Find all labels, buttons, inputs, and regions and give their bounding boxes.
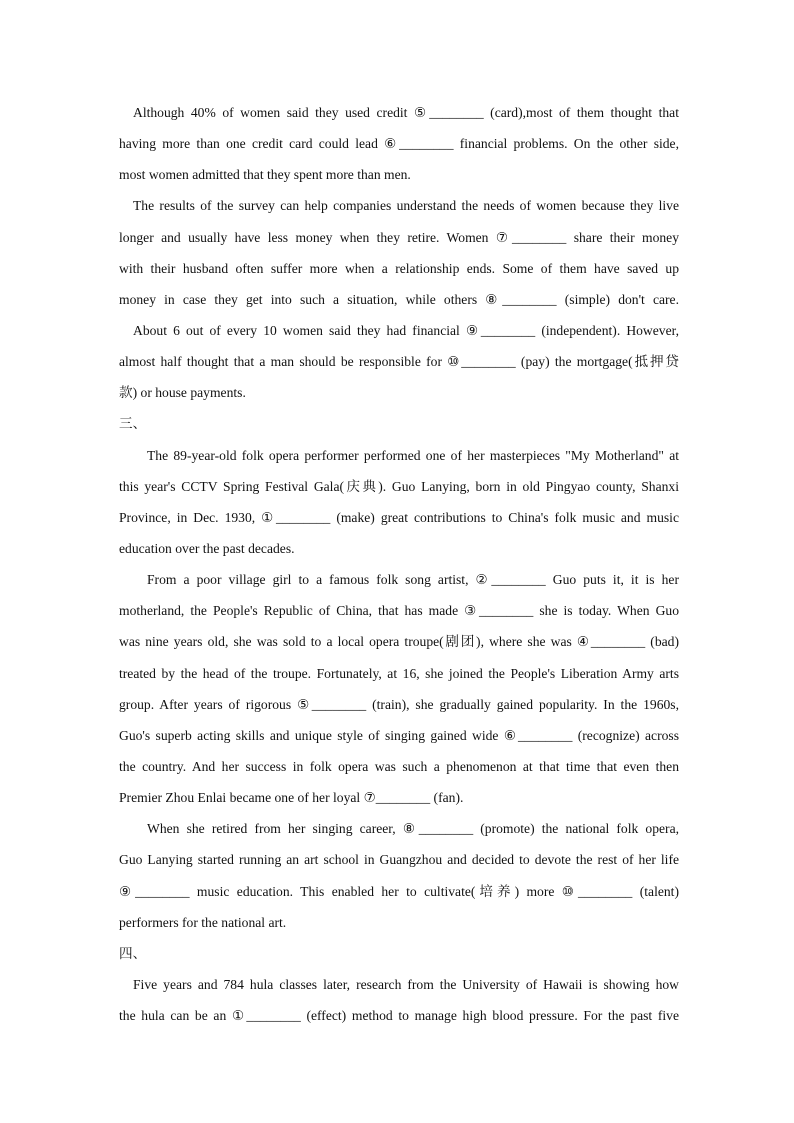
text-line: was nine years old, she was sold to a local opera troupe(剧团), where she was ④________ (bad) — [119, 634, 679, 650]
text-line: Premier Zhou Enlai became one of her loyal ⑦________ (fan). — [119, 790, 464, 806]
text-line: education over the past decades. — [119, 540, 295, 556]
text-line: 款) or house payments. — [119, 385, 246, 401]
text-line: the hula can be an ①________ (effect) method to manage high blood pressure. For the past five — [119, 1008, 679, 1024]
text-line: The results of the survey can help companies understand the needs of women because they live — [133, 198, 679, 214]
text-line: 四、 — [119, 945, 147, 961]
text-line: About 6 out of every 10 women said they had financial ⑨________ (independent). However, — [133, 322, 679, 338]
text-line: When she retired from her singing career, ⑧________ (promote) the national folk opera, — [147, 821, 679, 837]
text-line: Although 40% of women said they used credit ⑤________ (card),most of them thought that — [133, 105, 679, 120]
text-line: ⑨________ music education. This enabled her to cultivate(培养) more ⑩________ (talent) — [119, 883, 679, 899]
text-line: From a poor village girl to a famous folk song artist, ②________ Guo puts it, it is her — [147, 572, 679, 588]
text-line: Guo's superb acting skills and unique style of singing gained wide ⑥________ (recognize) across — [119, 727, 679, 743]
text-line: most women admitted that they spent more than men. — [119, 167, 411, 183]
text-line: The 89-year-old folk opera performer performed one of her masterpieces "My Motherland" at — [147, 447, 679, 463]
text-line: motherland, the People's Republic of China, that has made ③________ she is today. When Guo — [119, 603, 679, 619]
text-line: almost half thought that a man should be responsible for ⑩________ (pay) the mortgage(抵押贷 — [119, 354, 679, 370]
text-line: treated by the head of the troupe. Fortunately, at 16, she joined the People's Liberation Army arts — [119, 665, 679, 681]
text-line: with their husband often suffer more when a relationship ends. Some of them have saved up — [119, 260, 679, 276]
text-line: having more than one credit card could lead ⑥________ financial problems. On the other side, — [119, 136, 679, 152]
text-line: Five years and 784 hula classes later, research from the University of Hawaii is showing how — [133, 976, 679, 992]
text-line: the country. And her success in folk opera was such a phenomenon at that time that even then — [119, 758, 679, 774]
document-body — [119, 97, 679, 1031]
text-line: Province, in Dec. 1930, ①________ (make) great contributions to China's folk music and music — [119, 509, 679, 525]
text-line: performers for the national art. — [119, 914, 287, 930]
text-line: longer and usually have less money when they retire. Women ⑦________ share their money — [119, 229, 679, 245]
text-line: this year's CCTV Spring Festival Gala(庆典). Guo Lanying, born in old Pingyao county, Shanxi — [119, 478, 679, 494]
text-line: Guo Lanying started running an art school in Guangzhou and decided to devote the rest of her life — [119, 852, 679, 868]
text-line: group. After years of rigorous ⑤________ (train), she gradually gained popularity. In the 1960s, — [119, 696, 679, 712]
text-line: 三、 — [119, 416, 147, 432]
text-line: money in case they get into such a situation, while others ⑧________ (simple) don't care. — [119, 291, 679, 307]
